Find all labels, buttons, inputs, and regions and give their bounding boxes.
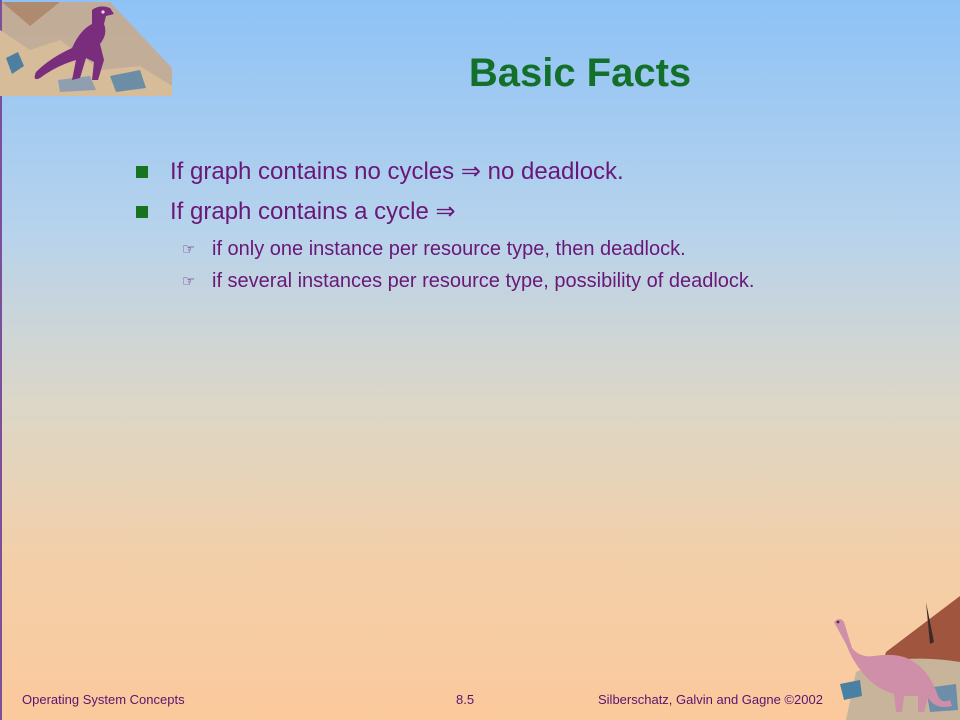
bullet-text: If graph contains a cycle ⇒ bbox=[170, 198, 456, 225]
sub-bullet-item bbox=[134, 266, 814, 296]
square-bullet-icon bbox=[136, 166, 148, 178]
dinosaur-brontosaurus-icon bbox=[826, 592, 960, 720]
bullet-item bbox=[134, 192, 814, 232]
pointing-hand-icon: ☞ bbox=[182, 272, 196, 290]
slide-title: Basic Facts bbox=[468, 50, 692, 95]
square-bullet-icon bbox=[136, 206, 148, 218]
sub-bullet-item bbox=[134, 234, 814, 264]
footer-authors: Silberschatz, Galvin and Gagne ©2002 bbox=[598, 692, 823, 707]
sub-bullet-text: if only one instance per resource type, then deadlock. bbox=[212, 238, 686, 260]
footer-page-number: 8.5 bbox=[456, 692, 475, 707]
bullet-item bbox=[134, 152, 814, 192]
pointing-hand-icon: ☞ bbox=[182, 240, 196, 258]
footer-course-title: Operating System Concepts bbox=[22, 692, 185, 707]
bullet-list bbox=[134, 152, 814, 296]
dinosaur-trex-icon bbox=[0, 0, 178, 100]
sub-bullet-text: if several instances per resource type, possibility of deadlock. bbox=[212, 270, 755, 292]
bullet-text: If graph contains no cycles ⇒ no deadlock. bbox=[170, 158, 624, 185]
left-border-rule bbox=[0, 0, 2, 720]
